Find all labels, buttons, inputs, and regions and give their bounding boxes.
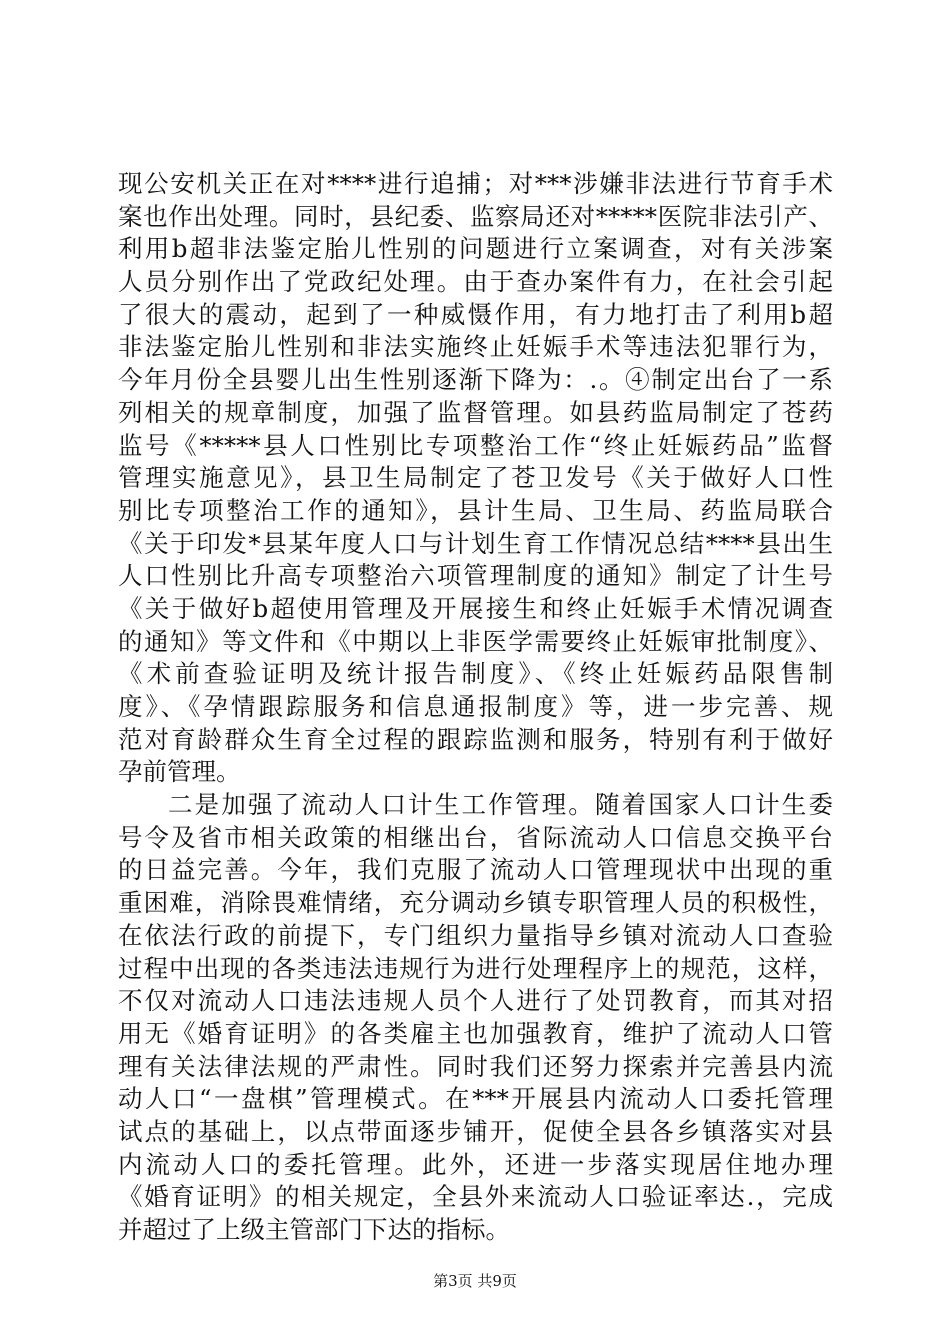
text-line: 的通知》等文件和《中期以上非医学需要终止妊娠审批制度》、 (118, 626, 833, 656)
text-line: 用无《婚育证明》的各类雇主也加强教育，维护了流动人口管 (118, 1018, 833, 1048)
text-line: 过程中出现的各类违法违规行为进行处理程序上的规范，这样， (118, 953, 833, 983)
text-line: 别比专项整治工作的通知》，县计生局、卫生局、药监局联合 (118, 495, 833, 525)
text-line: 重困难，消除畏难情绪，充分调动乡镇专职管理人员的积极性， (118, 888, 833, 918)
text-line: 《关于印发*县某年度人口与计划生育工作情况总结****县出生 (118, 528, 833, 558)
text-line: 案也作出处理。同时，县纪委、监察局还对*****医院非法引产、 (118, 201, 833, 231)
text-line: 动人口“一盘棋”管理模式。在***开展县内流动人口委托管理 (118, 1084, 833, 1114)
text-line: 了很大的震动，起到了一种威慑作用，有力地打击了利用b超 (118, 299, 833, 329)
text-line: 管理实施意见》，县卫生局制定了苍卫发号《关于做好人口性 (118, 463, 833, 493)
text-line: 试点的基础上，以点带面逐步铺开，促使全县各乡镇落实对县 (118, 1116, 833, 1146)
text-line: 《术前查验证明及统计报告制度》、《终止妊娠药品限售制 (118, 659, 833, 689)
text-line: 人员分别作出了党政纪处理。由于查办案件有力，在社会引起 (118, 267, 833, 297)
text-line: 人口性别比升高专项整治六项管理制度的通知》制定了计生号 (118, 561, 833, 591)
text-line: 今年月份全县婴儿出生性别逐渐下降为：.。④制定出台了一系 (118, 365, 833, 395)
text-line: 在依法行政的前提下，专门组织力量指导乡镇对流动人口查验 (118, 920, 833, 950)
text-line: 现公安机关正在对****进行追捕；对***涉嫌非法进行节育手术 (118, 169, 833, 198)
text-line: 的日益完善。今年，我们克服了流动人口管理现状中出现的重 (118, 855, 833, 885)
text-line: 非法鉴定胎儿性别和非法实施终止妊娠手术等违法犯罪行为， (118, 332, 833, 362)
text-line: 不仅对流动人口违法违规人员个人进行了处罚教育，而其对招 (118, 986, 833, 1016)
text-line: 孕前管理。 (118, 757, 241, 787)
text-line: 并超过了上级主管部门下达的指标。 (118, 1215, 510, 1244)
text-line: 理有关法律法规的严肃性。同时我们还努力探索并完善县内流 (118, 1051, 833, 1081)
text-line: 《婚育证明》的相关规定，全县外来流动人口验证率达.，完成 (118, 1182, 833, 1212)
text-line: 度》、《孕情跟踪服务和信息通报制度》等，进一步完善、规 (118, 692, 833, 721)
text-line: 内流动人口的委托管理。此外，还进一步落实现居住地办理 (118, 1149, 833, 1179)
text-line: 《关于做好b超使用管理及开展接生和终止妊娠手术情况调查 (118, 593, 833, 623)
text-line: 监号《*****县人口性别比专项整治工作“终止妊娠药品”监督 (118, 430, 833, 460)
text-line: 范对育龄群众生育全过程的跟踪监测和服务，特别有利于做好 (118, 724, 833, 754)
text-line: 二是加强了流动人口计生工作管理。随着国家人口计生委 (168, 790, 833, 820)
text-line: 利用b超非法鉴定胎儿性别的问题进行立案调查，对有关涉案 (118, 234, 833, 264)
document-body (118, 168, 833, 1247)
text-line: 列相关的规章制度，加强了监督管理。如县药监局制定了苍药 (118, 397, 833, 427)
page-footer: 第3页 共9页 (433, 1272, 517, 1290)
text-line: 号令及省市相关政策的相继出台，省际流动人口信息交换平台 (118, 822, 833, 852)
